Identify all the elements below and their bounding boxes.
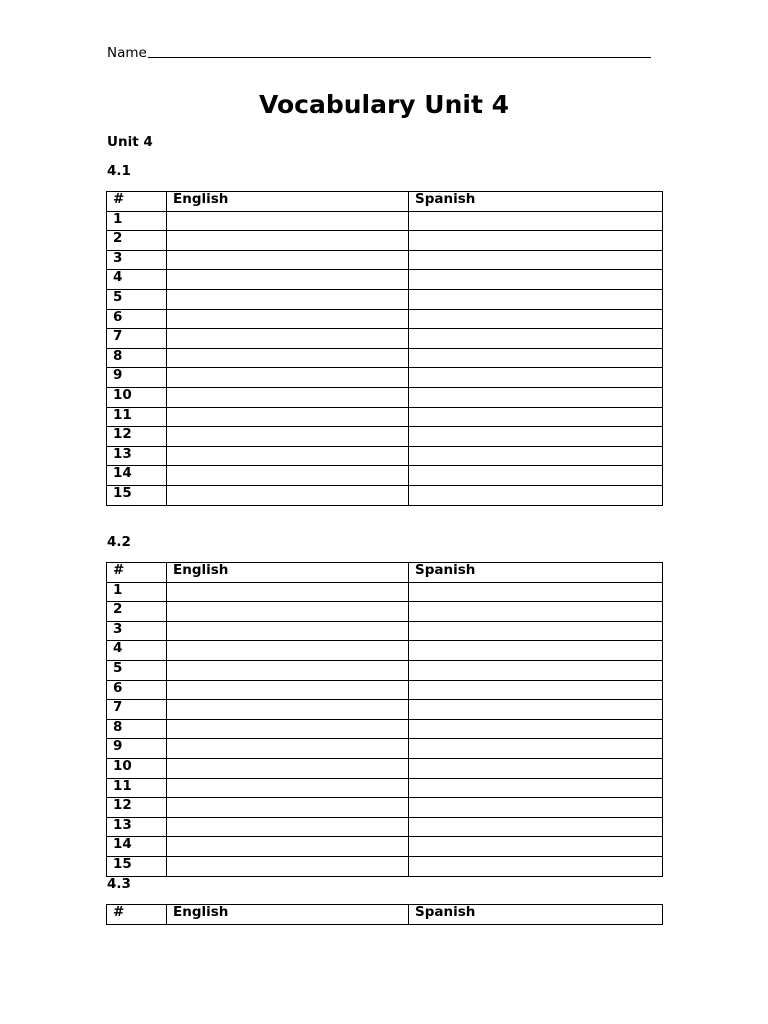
english-cell[interactable] (167, 739, 409, 759)
spanish-cell[interactable] (409, 231, 663, 251)
table-row (107, 329, 663, 349)
english-cell[interactable] (167, 582, 409, 602)
name-label: Name (107, 45, 147, 61)
row-number: 14 (107, 466, 167, 486)
table-row (107, 817, 663, 837)
vocab-table-4-1 (106, 191, 663, 506)
row-number: 2 (107, 231, 167, 251)
table-row (107, 680, 663, 700)
english-cell[interactable] (167, 817, 409, 837)
english-cell[interactable] (167, 250, 409, 270)
english-cell[interactable] (167, 466, 409, 486)
section-label-4-1: 4.1 (107, 163, 131, 179)
table-row (107, 758, 663, 778)
spanish-cell[interactable] (409, 837, 663, 857)
english-cell[interactable] (167, 856, 409, 876)
spanish-cell[interactable] (409, 250, 663, 270)
row-number: 15 (107, 485, 167, 505)
column-header-english: English (167, 905, 409, 925)
spanish-cell[interactable] (409, 758, 663, 778)
spanish-cell[interactable] (409, 270, 663, 290)
row-number: 13 (107, 817, 167, 837)
english-cell[interactable] (167, 660, 409, 680)
spanish-cell[interactable] (409, 817, 663, 837)
table-row (107, 798, 663, 818)
table-row (107, 348, 663, 368)
spanish-cell[interactable] (409, 309, 663, 329)
column-header-spanish: Spanish (409, 563, 663, 583)
row-number: 12 (107, 427, 167, 447)
english-cell[interactable] (167, 270, 409, 290)
table-row (107, 739, 663, 759)
row-number: 13 (107, 446, 167, 466)
table-row (107, 231, 663, 251)
table-row (107, 289, 663, 309)
row-number: 14 (107, 837, 167, 857)
english-cell[interactable] (167, 387, 409, 407)
spanish-cell[interactable] (409, 641, 663, 661)
spanish-cell[interactable] (409, 329, 663, 349)
english-cell[interactable] (167, 348, 409, 368)
english-cell[interactable] (167, 641, 409, 661)
english-cell[interactable] (167, 211, 409, 231)
table-row (107, 837, 663, 857)
table-row (107, 270, 663, 290)
table-header-row (107, 563, 663, 583)
table-row (107, 368, 663, 388)
table-row (107, 778, 663, 798)
english-cell[interactable] (167, 602, 409, 622)
row-number: 9 (107, 739, 167, 759)
spanish-cell[interactable] (409, 407, 663, 427)
english-cell[interactable] (167, 231, 409, 251)
spanish-cell[interactable] (409, 719, 663, 739)
spanish-cell[interactable] (409, 211, 663, 231)
spanish-cell[interactable] (409, 621, 663, 641)
table-header-row (107, 192, 663, 212)
row-number: 8 (107, 719, 167, 739)
english-cell[interactable] (167, 758, 409, 778)
english-cell[interactable] (167, 719, 409, 739)
english-cell[interactable] (167, 289, 409, 309)
section-label-4-3: 4.3 (107, 876, 131, 892)
row-number: 4 (107, 270, 167, 290)
english-cell[interactable] (167, 680, 409, 700)
spanish-cell[interactable] (409, 700, 663, 720)
table-row (107, 660, 663, 680)
spanish-cell[interactable] (409, 778, 663, 798)
english-cell[interactable] (167, 368, 409, 388)
spanish-cell[interactable] (409, 680, 663, 700)
table-row (107, 582, 663, 602)
spanish-cell[interactable] (409, 387, 663, 407)
table-row (107, 309, 663, 329)
row-number: 6 (107, 680, 167, 700)
column-header-spanish: Spanish (409, 905, 663, 925)
row-number: 1 (107, 211, 167, 231)
name-underline[interactable] (148, 56, 651, 58)
spanish-cell[interactable] (409, 466, 663, 486)
table-header-row (107, 905, 663, 925)
column-header-english: English (167, 563, 409, 583)
table-row (107, 856, 663, 876)
row-number: 7 (107, 700, 167, 720)
table-row (107, 250, 663, 270)
unit-label: Unit 4 (107, 134, 153, 150)
english-cell[interactable] (167, 700, 409, 720)
spanish-cell[interactable] (409, 368, 663, 388)
table-row (107, 719, 663, 739)
table-row (107, 466, 663, 486)
row-number: 1 (107, 582, 167, 602)
table-row (107, 211, 663, 231)
english-cell[interactable] (167, 427, 409, 447)
english-cell[interactable] (167, 446, 409, 466)
row-number: 11 (107, 778, 167, 798)
name-line (107, 45, 651, 61)
row-number: 5 (107, 660, 167, 680)
row-number: 10 (107, 758, 167, 778)
row-number: 11 (107, 407, 167, 427)
row-number: 5 (107, 289, 167, 309)
row-number: 9 (107, 368, 167, 388)
spanish-cell[interactable] (409, 739, 663, 759)
english-cell[interactable] (167, 778, 409, 798)
table-row (107, 446, 663, 466)
column-header-number: # (107, 905, 167, 925)
english-cell[interactable] (167, 309, 409, 329)
english-cell[interactable] (167, 837, 409, 857)
table-row (107, 621, 663, 641)
spanish-cell[interactable] (409, 427, 663, 447)
spanish-cell[interactable] (409, 348, 663, 368)
row-number: 4 (107, 641, 167, 661)
spanish-cell[interactable] (409, 582, 663, 602)
section-label-4-2: 4.2 (107, 534, 131, 550)
row-number: 6 (107, 309, 167, 329)
spanish-cell[interactable] (409, 289, 663, 309)
table-row (107, 485, 663, 505)
vocab-table-4-3 (106, 904, 663, 925)
spanish-cell[interactable] (409, 660, 663, 680)
spanish-cell[interactable] (409, 446, 663, 466)
spanish-cell[interactable] (409, 798, 663, 818)
row-number: 7 (107, 329, 167, 349)
column-header-spanish: Spanish (409, 192, 663, 212)
row-number: 15 (107, 856, 167, 876)
row-number: 3 (107, 250, 167, 270)
column-header-number: # (107, 563, 167, 583)
row-number: 10 (107, 387, 167, 407)
table-row (107, 407, 663, 427)
english-cell[interactable] (167, 798, 409, 818)
row-number: 2 (107, 602, 167, 622)
table-row (107, 641, 663, 661)
table-row (107, 602, 663, 622)
spanish-cell[interactable] (409, 602, 663, 622)
table-row (107, 387, 663, 407)
spanish-cell[interactable] (409, 856, 663, 876)
column-header-number: # (107, 192, 167, 212)
table-row (107, 427, 663, 447)
english-cell[interactable] (167, 329, 409, 349)
column-header-english: English (167, 192, 409, 212)
english-cell[interactable] (167, 407, 409, 427)
vocab-table-4-2 (106, 562, 663, 877)
english-cell[interactable] (167, 621, 409, 641)
row-number: 3 (107, 621, 167, 641)
english-cell[interactable] (167, 485, 409, 505)
row-number: 8 (107, 348, 167, 368)
spanish-cell[interactable] (409, 485, 663, 505)
table-row (107, 700, 663, 720)
page-title: Vocabulary Unit 4 (258, 90, 510, 119)
row-number: 12 (107, 798, 167, 818)
